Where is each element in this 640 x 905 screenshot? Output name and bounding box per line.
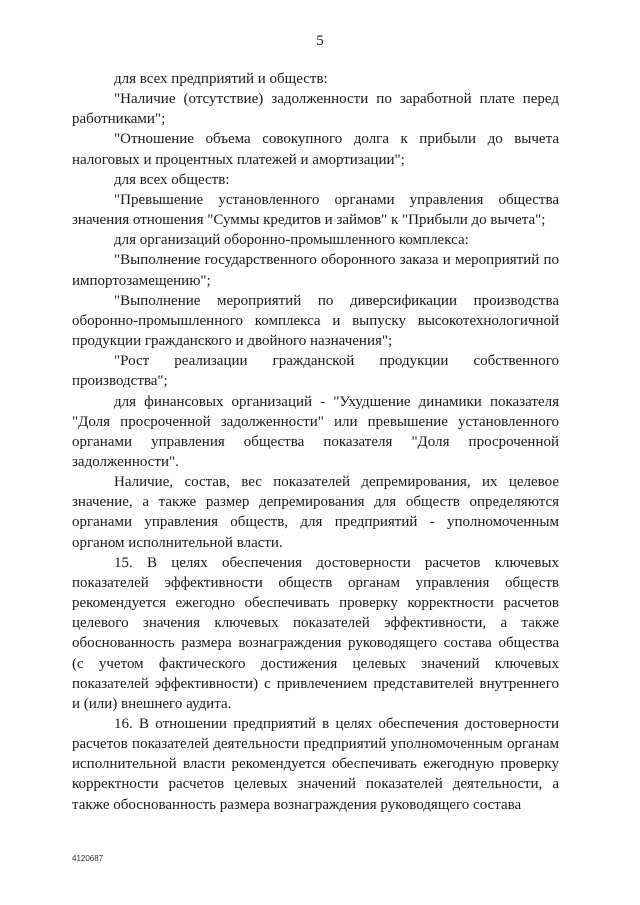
paragraph: для финансовых организаций - "Ухудшение динамики показателя "Доля просроченной задолженности" или превышение установленного органами управления общества показателя "Доля просроченной задолженности". (72, 393, 559, 470)
paragraph: "Отношение объема совокупного долга к прибыли до вычета налоговых и процентных платежей и амортизации"; (72, 131, 559, 168)
paragraph: Наличие, состав, вес показателей депремирования, их целевое значение, а также размер депремирования для обществ определяются органами управления обществ, для предприятий - уполномоченным органом исполнительной власти. (72, 474, 559, 551)
paragraph: 16. В отношении предприятий в целях обеспечения достоверности расчетов показателей деятельности предприятий уполномоченным органам исполнительной власти рекомендуется обеспечивать ежегодную проверку корректности расчетов целевых значений показателей деятельности, а также обоснованность размера вознаграждения руководящего состава (72, 716, 559, 813)
document-id: 4120687 (72, 854, 104, 863)
paragraph: "Наличие (отсутствие) задолженности по заработной плате перед работниками"; (72, 91, 559, 128)
paragraph: для организаций оборонно-промышленного комплекса: (114, 232, 469, 249)
paragraph: "Выполнение мероприятий по диверсификации производства оборонно-промышленного комплекса и выпуску высокотехнологичной продукции гражданского и двойного назначения"; (72, 292, 559, 350)
body-text (72, 69, 559, 815)
paragraph: для всех обществ: (114, 171, 230, 188)
paragraph: 15. В целях обеспечения достоверности расчетов ключевых показателей эффективности обществ органам управления обществ рекомендуется ежегодно обеспечивать проверку корректности расчетов целевого значения ключевых показателей эффективности, а также обоснованность размера вознаграждения руководящего состава общества (с учетом фактического достижения целевых значений ключевых показателей эффективности) с привлечением представителей внутреннего и (или) внешнего аудита. (72, 554, 559, 712)
paragraph: "Превышение установленного органами управления общества значения отношения "Суммы кредитов и займов" к "Прибыли до вычета"; (72, 191, 559, 229)
page-number: 5 (316, 33, 324, 49)
paragraph: "Рост реализации гражданской продукции собственного производства"; (72, 353, 559, 390)
paragraph: "Выполнение государственного оборонного заказа и мероприятий по импортозамещению"; (72, 252, 559, 289)
paragraph: для всех предприятий и обществ: (114, 71, 328, 87)
